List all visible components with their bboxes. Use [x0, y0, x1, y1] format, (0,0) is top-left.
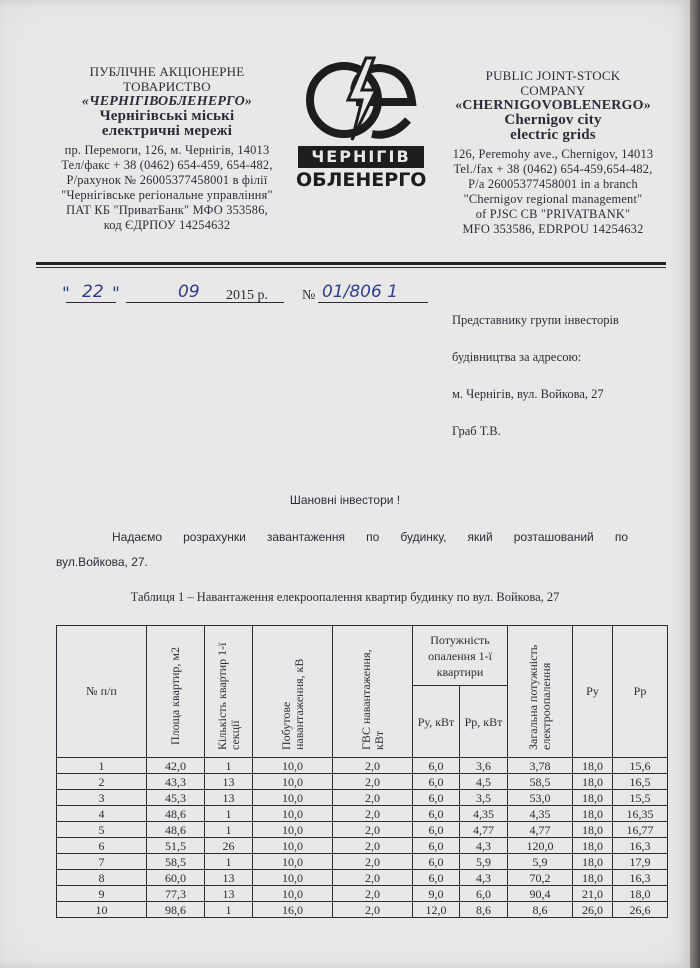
addressee-line1: Представнику групи інвесторів	[452, 313, 619, 327]
letterhead-left	[42, 64, 292, 233]
table-cell: 7	[57, 854, 147, 870]
table-cell: 4,35	[508, 806, 573, 822]
table-cell: 4,35	[460, 806, 508, 822]
table-cell: 10,0	[253, 822, 333, 838]
table-cell: 6,0	[413, 822, 460, 838]
table-cell: 1	[205, 758, 253, 774]
table-cell: 6,0	[413, 758, 460, 774]
header-heating-group	[413, 626, 508, 686]
letter-date-line	[60, 284, 480, 314]
address-line: пр. Перемоги, 126, м. Чернігів, 14013	[64, 143, 270, 157]
table-cell: 45,3	[147, 790, 205, 806]
table-cell: 9	[57, 886, 147, 902]
header-total	[508, 626, 573, 758]
table-cell: 98,6	[147, 902, 205, 918]
table-cell: 17,9	[613, 854, 668, 870]
table-cell: 13	[205, 886, 253, 902]
paragraph-line2: вул.Войкова, 27.	[56, 555, 148, 569]
table-cell: 120,0	[508, 838, 573, 854]
table-cell: 10,0	[253, 790, 333, 806]
table-cell: 18,0	[573, 758, 613, 774]
date-day: 22	[82, 282, 104, 302]
division-line1: Чернігівські міські	[99, 108, 235, 124]
table-cell: 18,0	[573, 870, 613, 886]
table-cell: 15,5	[613, 790, 668, 806]
header-gvs	[333, 626, 413, 758]
table-cell: 1	[205, 854, 253, 870]
header-divider-thick	[36, 262, 666, 265]
date-open-quote: "	[62, 284, 70, 304]
table-cell: 6,0	[413, 790, 460, 806]
table-cell: 2,0	[333, 854, 413, 870]
table-cell: 13	[205, 870, 253, 886]
header-household-text: Побутове навантаження, кВ	[278, 658, 306, 750]
table-cell: 10	[57, 902, 147, 918]
table-cell: 16,3	[613, 838, 668, 854]
table-cell: 26,0	[573, 902, 613, 918]
table-cell: 16,35	[613, 806, 668, 822]
table-cell: 18,0	[573, 838, 613, 854]
company-type-line2: ТОВАРИСТВО	[123, 79, 211, 94]
header-total-text: Загальна потужність електроопалення	[526, 644, 553, 750]
bank-line: ПАТ КБ "ПриватБанк" МФО 353586,	[66, 203, 268, 217]
division-line1-en: Chernigov city	[504, 112, 602, 128]
header-rr	[613, 626, 668, 758]
table-cell: 4,5	[460, 774, 508, 790]
header-area	[147, 626, 205, 758]
table-cell: 6,0	[413, 806, 460, 822]
table-cell: 1	[205, 822, 253, 838]
table-row	[57, 758, 668, 774]
table-cell: 4,3	[460, 838, 508, 854]
table-cell: 10,0	[253, 870, 333, 886]
table-cell: 53,0	[508, 790, 573, 806]
page-edge-shadow	[690, 0, 700, 968]
address-line-en: 126, Peremohy ave., Chernigov, 14013	[452, 147, 654, 161]
table-cell: 15,6	[613, 758, 668, 774]
table-row	[57, 806, 668, 822]
table-cell: 3	[57, 790, 147, 806]
load-table	[56, 625, 668, 918]
header-count-text: Кількість квартир 1-ї секції	[214, 641, 242, 750]
header-rr-kw-text: Рр, кВт	[464, 714, 503, 729]
division-line2-en: electric grids	[510, 127, 596, 143]
header-ru-kw	[413, 686, 460, 758]
table-cell: 70,2	[508, 870, 573, 886]
table-cell: 42,0	[147, 758, 205, 774]
table-cell: 4,77	[508, 822, 573, 838]
table-row	[57, 902, 668, 918]
code-line-en: MFO 353586, EDRPOU 14254632	[462, 222, 644, 236]
header-gvs-text: ГВС навантаження, кВт	[358, 649, 386, 750]
table-cell: 18,0	[573, 790, 613, 806]
table-row	[57, 870, 668, 886]
table-cell: 18,0	[573, 854, 613, 870]
table-cell: 18,0	[573, 806, 613, 822]
company-type-line1: ПУБЛІЧНЕ АКЦІОНЕРНЕ	[89, 64, 245, 79]
table-cell: 5	[57, 822, 147, 838]
table-row	[57, 822, 668, 838]
date-year: 2015 р.	[226, 288, 268, 303]
header-ru	[573, 626, 613, 758]
table-cell: 13	[205, 790, 253, 806]
phone-line: Тел/факс + 38 (0462) 654-459, 654-482,	[61, 158, 273, 172]
table-cell: 2,0	[333, 758, 413, 774]
date-close-quote: "	[112, 284, 120, 304]
table-cell: 6,0	[413, 774, 460, 790]
table-cell: 6,0	[413, 854, 460, 870]
table-cell: 10,0	[253, 806, 333, 822]
table-cell: 6	[57, 838, 147, 854]
table-cell: 2,0	[333, 886, 413, 902]
table-cell: 2,0	[333, 902, 413, 918]
company-name: «ЧЕРНІГІВОБЛЕНЕРГО»	[81, 94, 253, 109]
table-cell: 5,9	[508, 854, 573, 870]
table-cell: 2,0	[333, 822, 413, 838]
table-cell: 51,5	[147, 838, 205, 854]
table-row	[57, 774, 668, 790]
date-day-underline	[66, 302, 116, 303]
table-cell: 10,0	[253, 854, 333, 870]
table-cell: 16,77	[613, 822, 668, 838]
bank-branch-line-en: "Chernigov regional management"	[463, 192, 643, 206]
table-cell: 43,3	[147, 774, 205, 790]
table-cell: 4,3	[460, 870, 508, 886]
company-type-line2-en: COMPANY	[520, 83, 586, 98]
number-underline	[318, 302, 428, 303]
division-line2: електричні мережі	[101, 123, 233, 139]
table-cell: 58,5	[147, 854, 205, 870]
table-cell: 18,0	[613, 886, 668, 902]
header-count	[205, 626, 253, 758]
table-cell: 4,77	[460, 822, 508, 838]
header-heating-group-text: Потужність опалення 1-ї квартири	[428, 632, 492, 679]
table-cell: 2,0	[333, 806, 413, 822]
bank-branch-line: "Чернігівське регіональне управління"	[61, 188, 273, 202]
code-line: код ЄДРПОУ 14254632	[103, 218, 231, 232]
account-line-en: P/a 26005377458001 in a branch	[468, 177, 638, 191]
table-cell: 1	[205, 902, 253, 918]
table-cell: 26,6	[613, 902, 668, 918]
table-cell: 10,0	[253, 838, 333, 854]
table-cell: 1	[57, 758, 147, 774]
letter-number: 01/806 1	[322, 282, 399, 302]
table-cell: 2,0	[333, 790, 413, 806]
table-cell: 21,0	[573, 886, 613, 902]
table-cell: 16,5	[613, 774, 668, 790]
table-cell: 2,0	[333, 838, 413, 854]
table-cell: 60,0	[147, 870, 205, 886]
table-cell: 16,0	[253, 902, 333, 918]
phone-line-en: Tel./fax + 38 (0462) 654-459,654-482,	[453, 162, 653, 176]
header-num-text: № п/п	[86, 684, 117, 698]
header-ru-kw-text: Ру, кВт	[417, 714, 455, 729]
table-cell: 48,6	[147, 822, 205, 838]
table-cell: 4	[57, 806, 147, 822]
table-row	[57, 854, 668, 870]
table-cell: 1	[205, 806, 253, 822]
table-row	[57, 838, 668, 854]
table-cell: 12,0	[413, 902, 460, 918]
bank-line-en: of PJSC CB "PRIVATBANK"	[475, 207, 631, 221]
company-type-line1-en: PUBLIC JOINT-STOCK	[485, 68, 621, 83]
company-name-en: «CHERNIGOVOBLENERGO»	[455, 98, 651, 113]
table-cell: 8,6	[508, 902, 573, 918]
addressee-line2: будівництва за адресою:	[452, 350, 582, 364]
table-cell: 10,0	[253, 758, 333, 774]
header-area-text: Площа квартир, м2	[168, 646, 182, 745]
table-cell: 2,0	[333, 870, 413, 886]
company-logo	[296, 50, 426, 195]
table-cell: 18,0	[573, 774, 613, 790]
date-month: 09	[178, 282, 200, 302]
table-cell: 26	[205, 838, 253, 854]
addressee-line4: Граб Т.В.	[452, 424, 501, 438]
table-caption: Таблиця 1 – Навантаження елекроопалення квартир будинку по вул. Войкова, 27	[130, 590, 560, 604]
header-rr-text: Рр	[633, 684, 647, 698]
table-row	[57, 886, 668, 902]
header-household	[253, 626, 333, 758]
table-cell: 77,3	[147, 886, 205, 902]
table-cell: 6,0	[413, 838, 460, 854]
table-cell: 8	[57, 870, 147, 886]
table-cell: 58,5	[508, 774, 573, 790]
table-cell: 10,0	[253, 774, 333, 790]
paragraph-line1: Надаємо розрахунки завантаження по будинку, який розташований по	[112, 530, 628, 544]
table-cell: 6,0	[413, 870, 460, 886]
table-cell: 10,0	[253, 886, 333, 902]
header-divider-thin	[36, 267, 666, 268]
table-cell: 2	[57, 774, 147, 790]
table-cell: 90,4	[508, 886, 573, 902]
letterhead-right	[428, 68, 678, 237]
table-cell: 16,3	[613, 870, 668, 886]
table-cell: 6,0	[460, 886, 508, 902]
table-cell: 3,78	[508, 758, 573, 774]
table-cell: 18,0	[573, 822, 613, 838]
header-ru-text: Ру	[586, 684, 599, 698]
salutation: Шановні інвестори !	[289, 493, 401, 507]
table-cell: 5,9	[460, 854, 508, 870]
table-cell: 48,6	[147, 806, 205, 822]
logo-word-chernihiv: ЧЕРНІГІВ	[298, 146, 424, 168]
addressee-line3: м. Чернігів, вул. Войкова, 27	[452, 387, 604, 401]
table-cell: 3,5	[460, 790, 508, 806]
table-cell: 3,6	[460, 758, 508, 774]
header-num	[57, 626, 147, 758]
table-row	[57, 790, 668, 806]
table-cell: 2,0	[333, 774, 413, 790]
table-cell: 8,6	[460, 902, 508, 918]
table-cell: 9,0	[413, 886, 460, 902]
account-line: Р/рахунок № 26005377458001 в філії	[66, 173, 268, 187]
logo-emblem-icon	[296, 50, 426, 145]
table-cell: 13	[205, 774, 253, 790]
header-rr-kw	[460, 686, 508, 758]
logo-word-oblenergo: ОБЛЕНЕРГО	[296, 169, 427, 191]
number-prefix: №	[302, 288, 316, 303]
